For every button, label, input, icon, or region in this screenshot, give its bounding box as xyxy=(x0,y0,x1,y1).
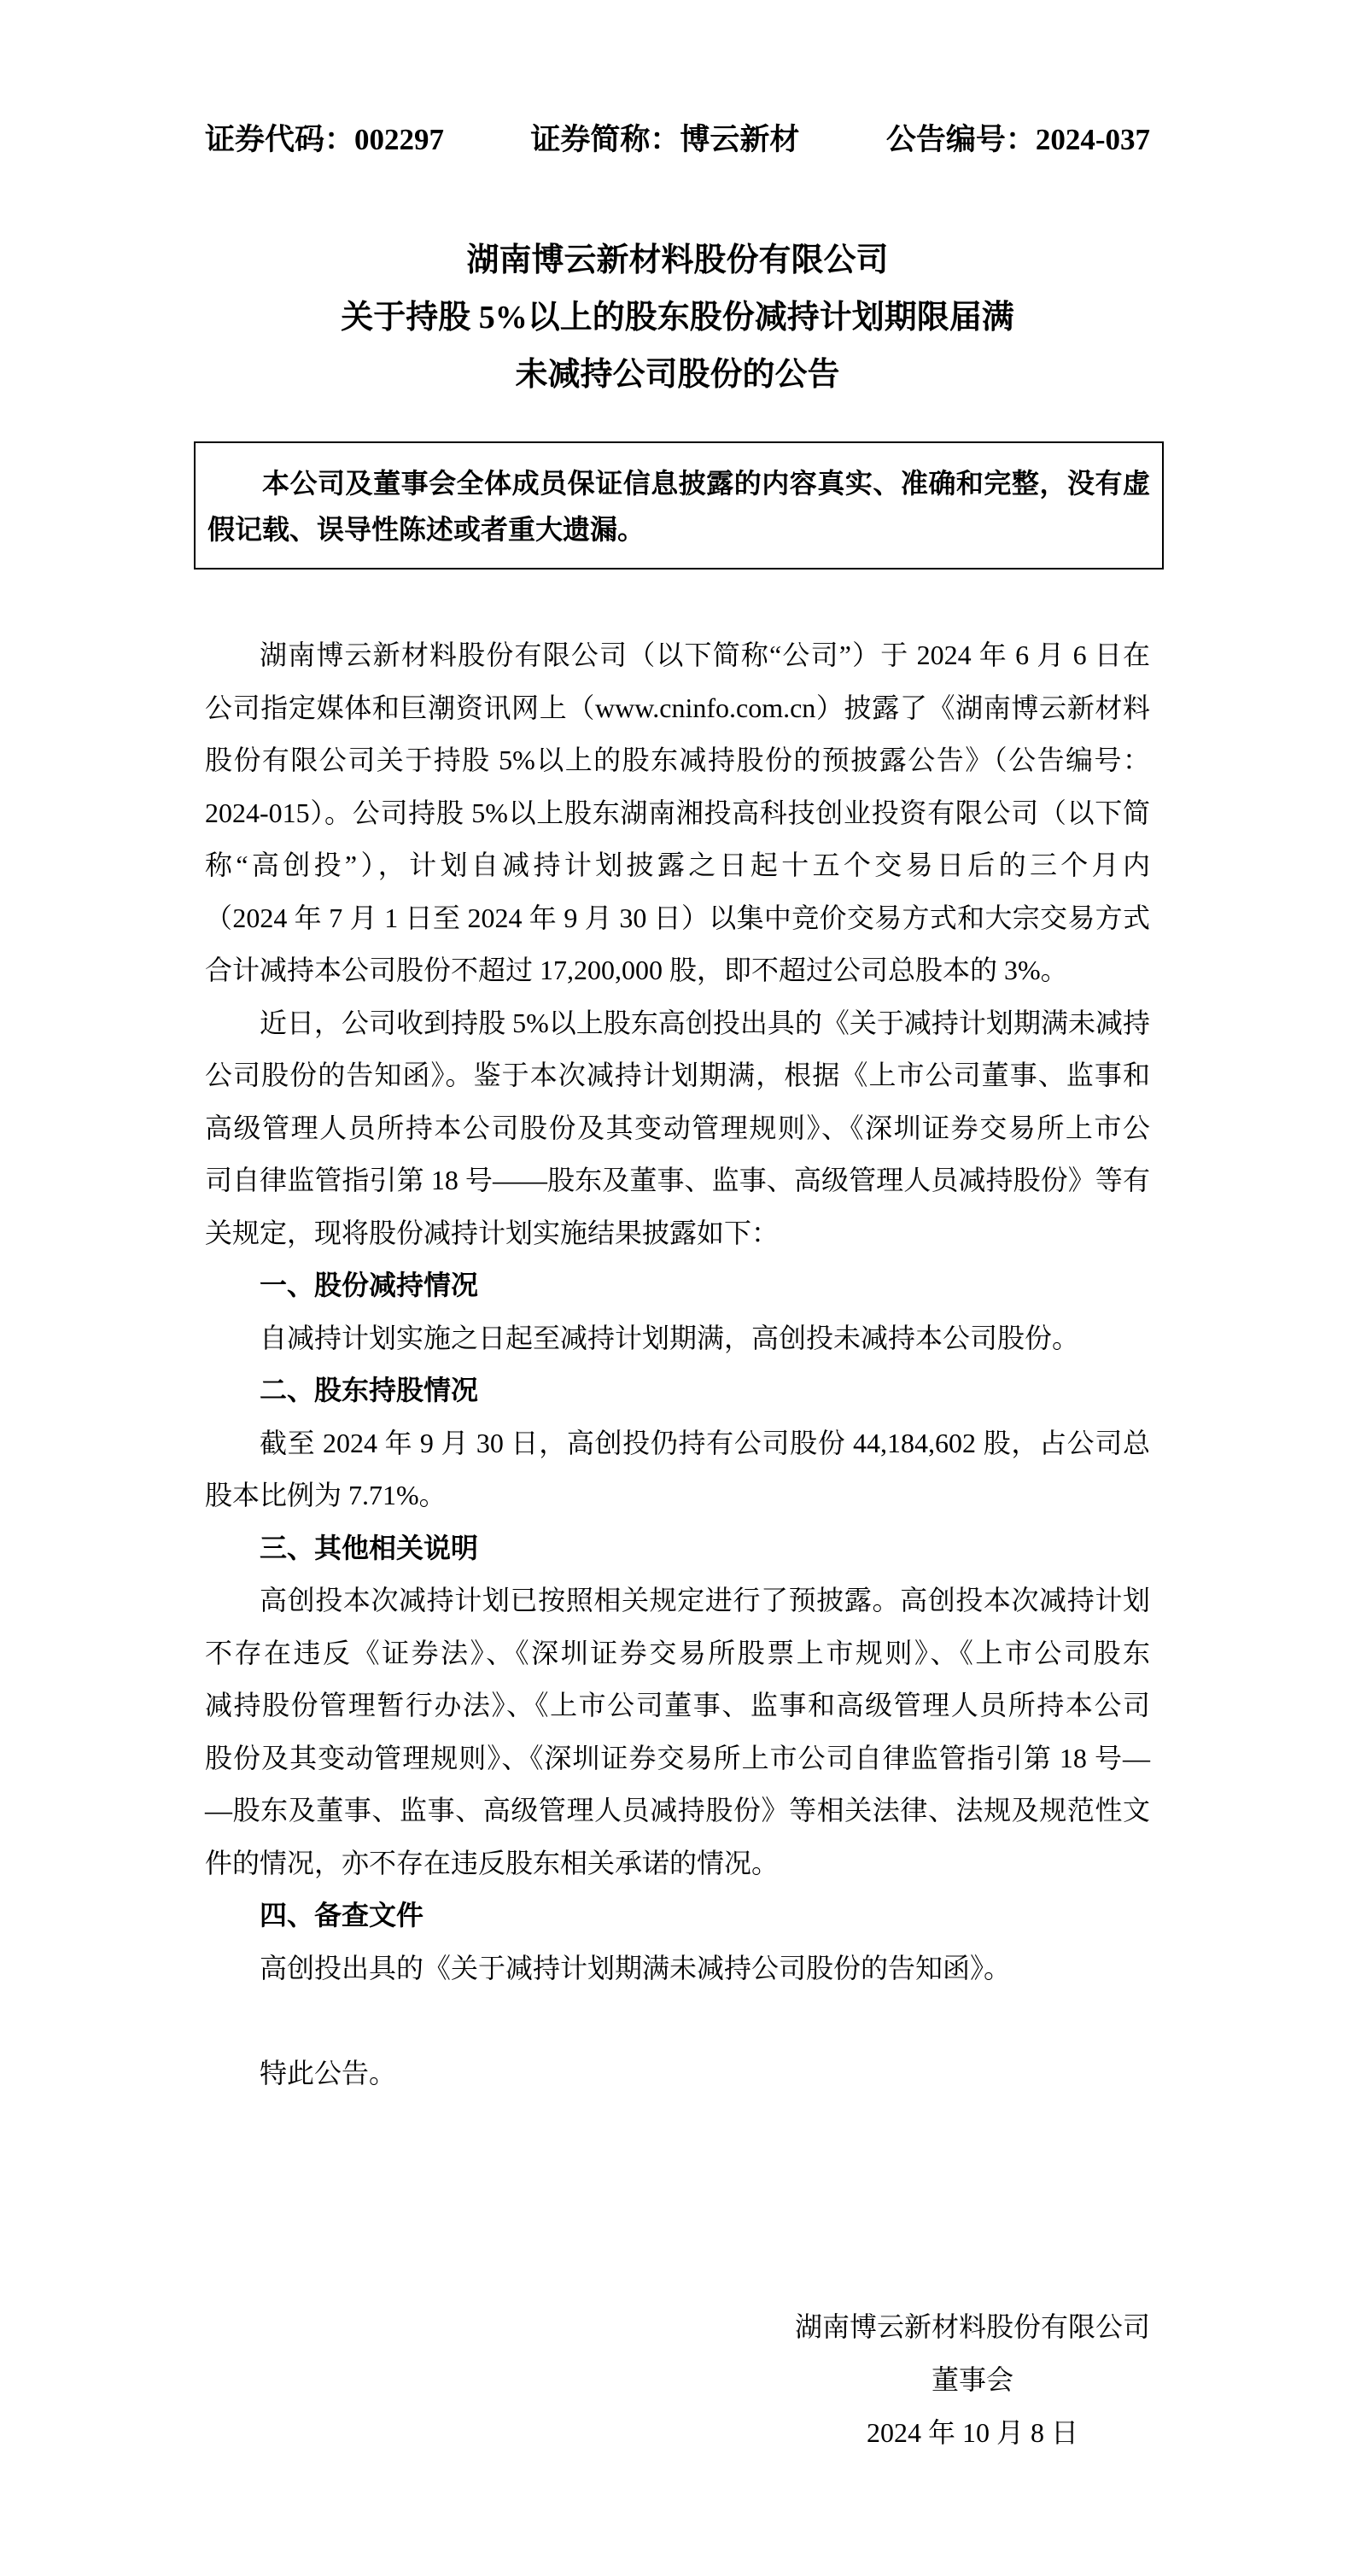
text-line: 本公司及董事会全体成员保证信息披露的内容真实、准确和完整，没有虚 xyxy=(262,468,1150,499)
signature-committee: 董事会 xyxy=(931,2364,1013,2395)
text-line: 自减持计划实施之日起至减持计划期满，高创投未减持本公司股份。 xyxy=(260,1322,1080,1353)
text-line: 股份及其变动管理规则》、《深圳证券交易所上市公司自律监管指引第 18 号— xyxy=(205,1742,1150,1773)
text-line: 称“高创投”），计划自减持计划披露之日起十五个交易日后的三个月内 xyxy=(205,850,1150,880)
text-line: 一、股份减持情况 xyxy=(260,1270,479,1300)
announcement-body xyxy=(205,629,1150,2100)
title-subject2: 未减持公司股份的公告 xyxy=(515,357,840,393)
title-subject: 关于持股 5%以上的股东股份减持计划期限届满 xyxy=(341,300,1014,336)
text-line: （2024 年 7 月 1 日至 2024 年 9 月 30 日）以集中竞价交易方式和大宗交易方式 xyxy=(205,902,1150,933)
text-line: 近日，公司收到持股 5%以上股东高创投出具的《关于减持计划期满未减持 xyxy=(260,1007,1150,1038)
text-line: 不存在违反《证券法》、《深圳证券交易所股票上市规则》、《上市公司股东 xyxy=(205,1637,1150,1668)
stock-code: 证券代码：002297 xyxy=(205,123,445,156)
signature-date: 2024 年 10 月 8 日 xyxy=(866,2417,1078,2448)
text-line: 公司股份的告知函》。鉴于本次减持计划期满，根据《上市公司董事、监事和 xyxy=(205,1060,1150,1090)
text-line: 三、其他相关说明 xyxy=(260,1532,479,1563)
text-line: 减持股份管理暂行办法》、《上市公司董事、监事和高级管理人员所持本公司 xyxy=(205,1690,1150,1720)
text-line: —股东及董事、监事、高级管理人员减持股份》等相关法律、法规及规范性文 xyxy=(205,1795,1150,1825)
title-company: 湖南博云新材料股份有限公司 xyxy=(466,242,889,278)
text-line: 截至 2024 年 9 月 30 日，高创投仍持有公司股份 44,184,602 股，占公司总 xyxy=(260,1427,1150,1458)
signature-company: 湖南博云新材料股份有限公司 xyxy=(794,2311,1150,2342)
text-line: 二、股东持股情况 xyxy=(260,1375,479,1405)
document-title xyxy=(205,232,1150,404)
text-line: 湖南博云新材料股份有限公司（以下简称“公司”）于 2024 年 6 月 6 日在 xyxy=(260,640,1150,670)
text-line: 特此公告。 xyxy=(260,2057,397,2088)
text-line: 股本比例为 7.71%。 xyxy=(205,1480,447,1510)
text-line: 关规定，现将股份减持计划实施结果披露如下： xyxy=(205,1217,780,1248)
text-line: 假记载、误导性陈述或者重大遗漏。 xyxy=(207,514,645,545)
text-line: 高创投本次减持计划已按照相关规定进行了预披露。高创投本次减持计划 xyxy=(260,1585,1150,1615)
securities-header-line xyxy=(205,120,1150,161)
text-line: 高创投出具的《关于减持计划期满未减持公司股份的告知函》。 xyxy=(260,1952,1012,1983)
text-line: 股份有限公司关于持股 5%以上的股东减持股份的预披露公告》（公告编号： xyxy=(205,745,1150,775)
text-line xyxy=(205,1995,1150,2047)
signature-block xyxy=(795,2300,1150,2459)
text-line: 2024-015）。公司持股 5%以上股东湖南湘投高科技创业投资有限公司（以下简 xyxy=(205,797,1150,828)
text-line: 合计减持本公司股份不超过 17,200,000 股，即不超过公司总股本的 3%。 xyxy=(205,955,1068,985)
text-line: 高级管理人员所持本公司股份及其变动管理规则》、《深圳证券交易所上市公 xyxy=(205,1112,1150,1143)
text-line: 司自律监管指引第 18 号——股东及董事、监事、高级管理人员减持股份》等有 xyxy=(205,1165,1150,1195)
announcement-number: 公告编号：2024-037 xyxy=(885,123,1150,156)
stock-abbreviation: 证券简称：博云新材 xyxy=(530,123,800,156)
text-line: 件的情况，亦不存在违反股东相关承诺的情况。 xyxy=(205,1847,780,1878)
board-guarantee-notice-box xyxy=(194,441,1164,570)
text-line: 公司指定媒体和巨潮资讯网上（www.cninfo.com.cn）披露了《湖南博云新材料 xyxy=(205,692,1150,723)
text-line: 四、备查文件 xyxy=(260,1900,424,1931)
